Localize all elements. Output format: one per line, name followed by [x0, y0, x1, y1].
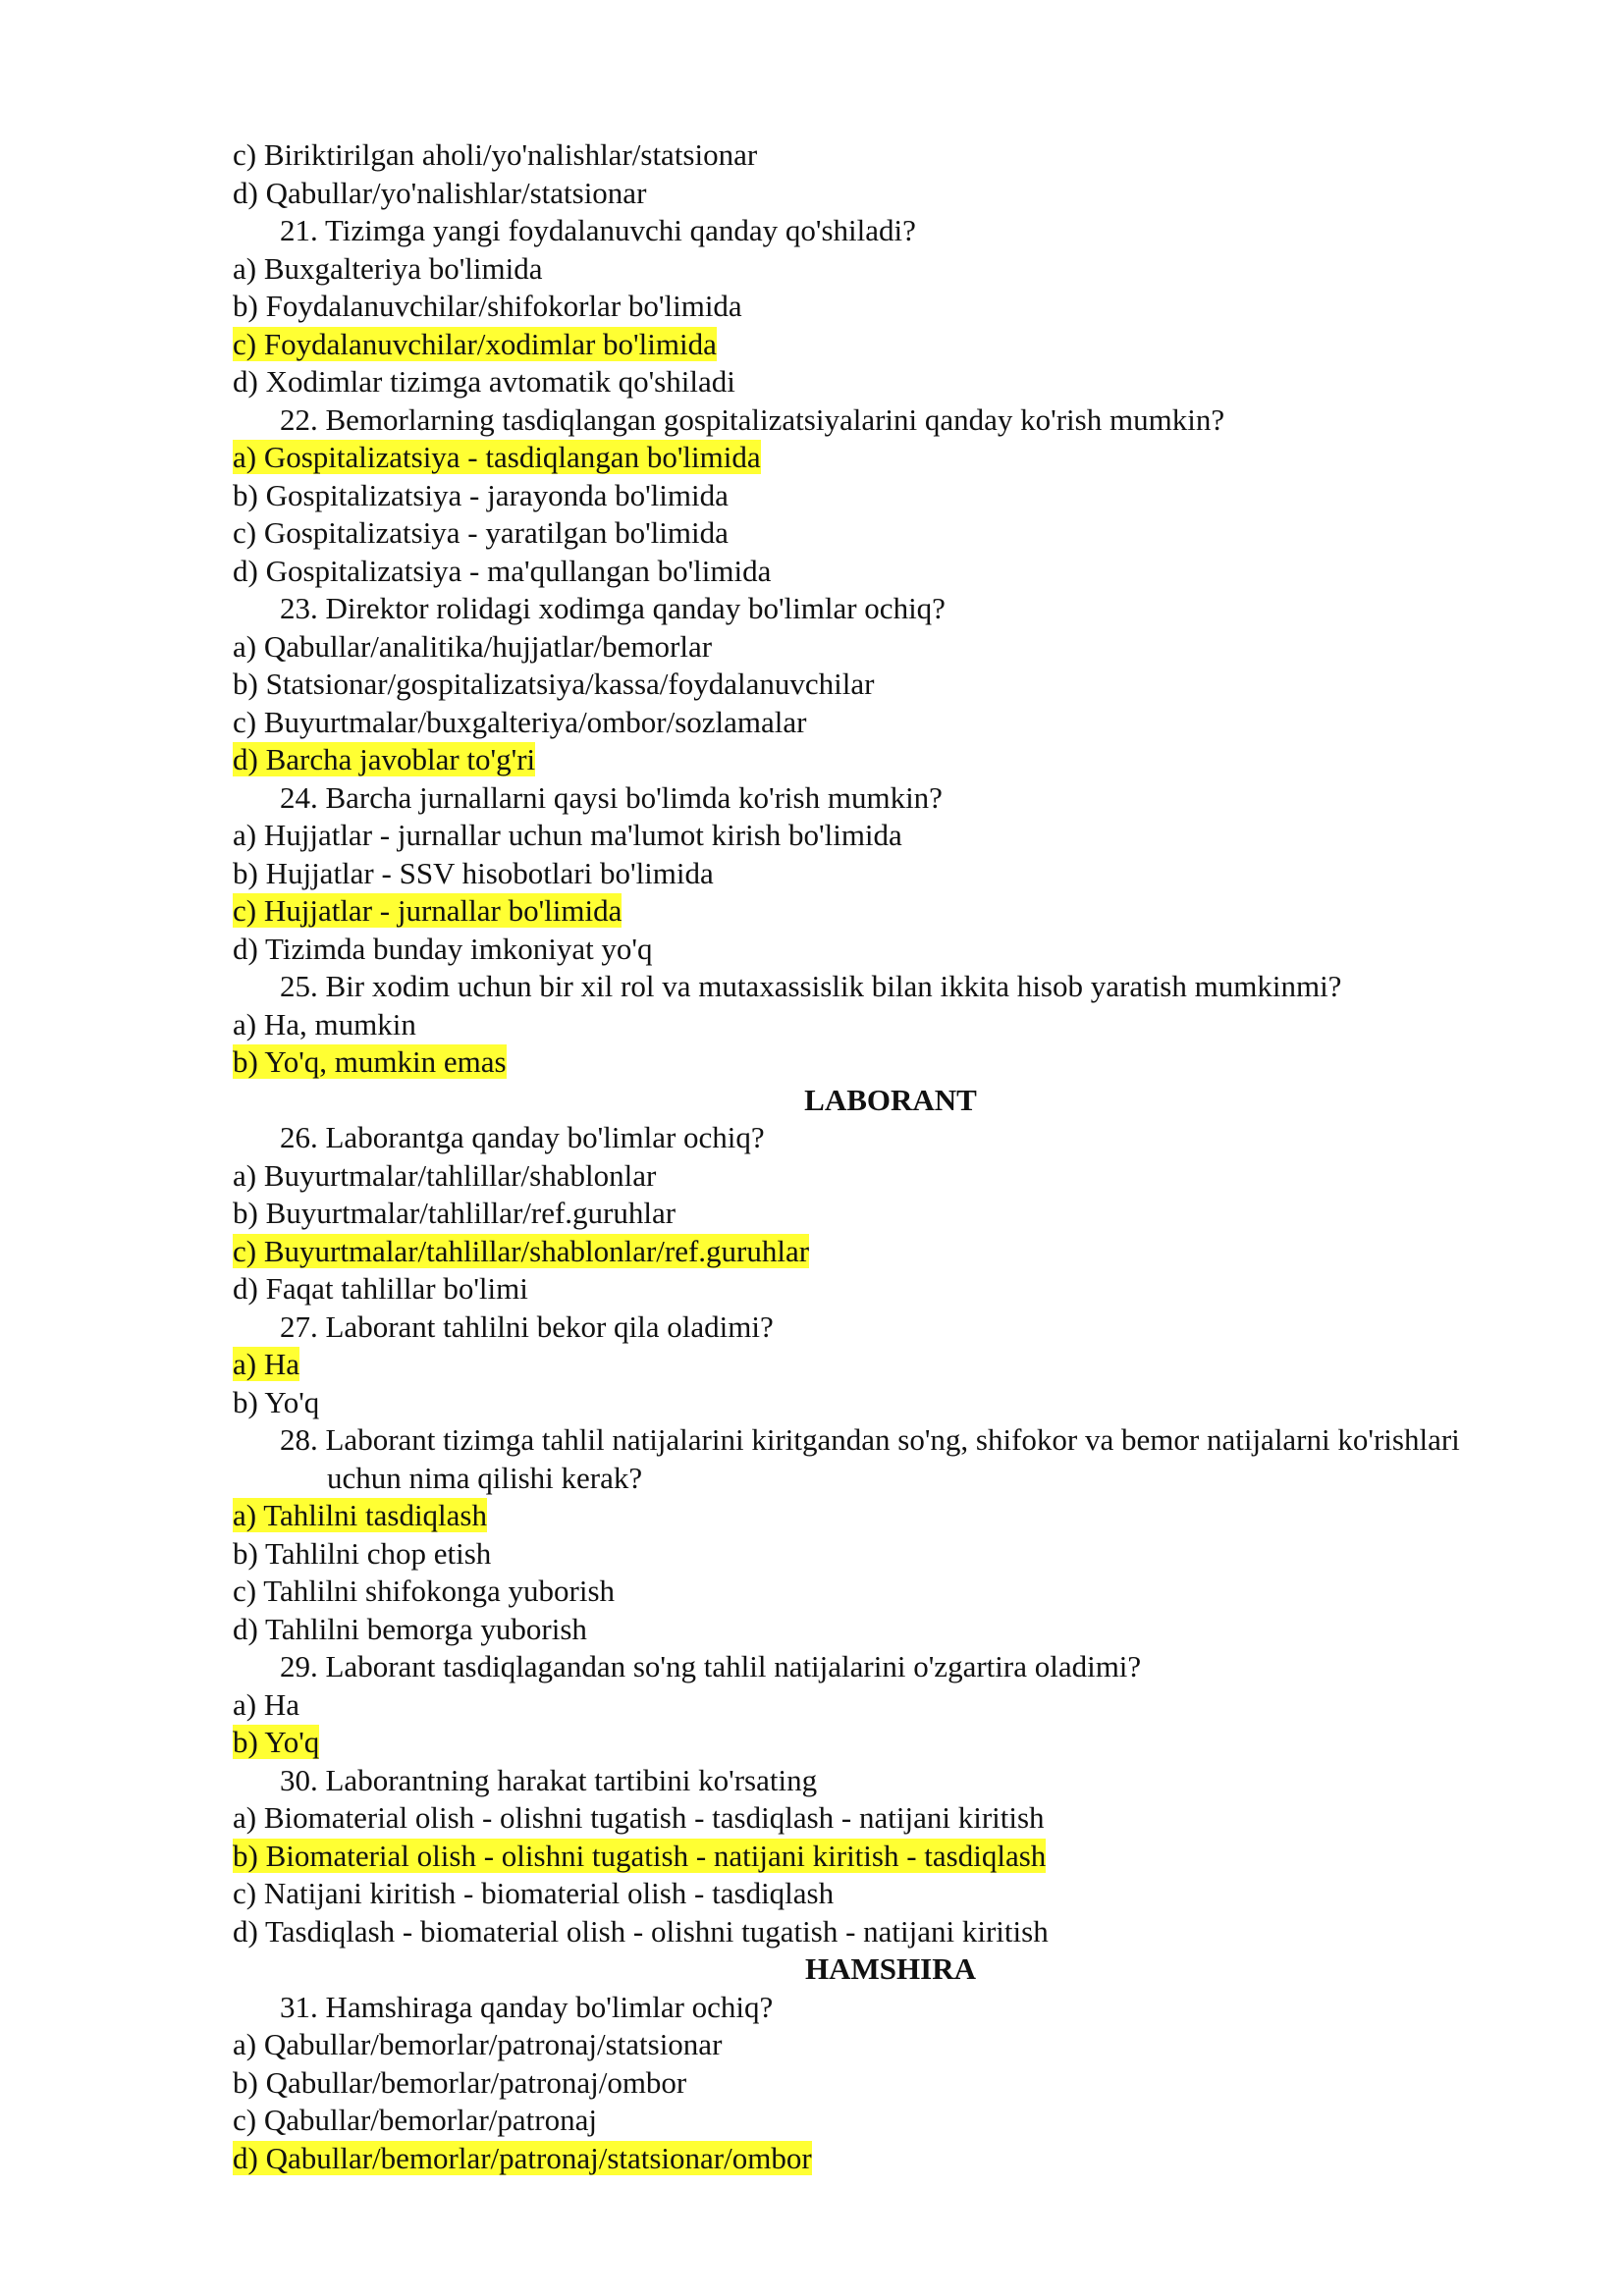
- highlighted-text: a) Gospitalizatsiya - tasdiqlangan bo'limida: [233, 440, 761, 474]
- line-text: c) Qabullar/bemorlar/patronaj: [233, 2103, 597, 2137]
- line-text: d) Gospitalizatsiya - ma'qullangan bo'limida: [233, 553, 772, 588]
- correct-answer-option: [233, 2140, 1489, 2178]
- answer-option: [233, 2102, 1489, 2140]
- answer-option: [233, 704, 1489, 742]
- answer-option: [233, 1799, 1489, 1838]
- line-text: b) Foydalanuvchilar/shifokorlar bo'limida: [233, 289, 742, 323]
- correct-answer-option: [233, 1497, 1489, 1535]
- line-text: d) Tahlilni bemorga yuborish: [233, 1611, 587, 1646]
- answer-option: [233, 288, 1489, 326]
- answer-option: [233, 1195, 1489, 1233]
- line-text: a) Biomaterial olish - olishni tugatish - tasdiqlash - natijani kiritish: [233, 1800, 1045, 1835]
- correct-answer-option: [233, 326, 1489, 364]
- question-text: [233, 401, 1489, 440]
- line-text: b) Buyurtmalar/tahlillar/ref.guruhlar: [233, 1196, 677, 1230]
- section-heading: [233, 1082, 1489, 1120]
- highlighted-text: a) Ha: [233, 1347, 299, 1381]
- highlighted-text: a) Tahlilni tasdiqlash: [233, 1498, 487, 1532]
- correct-answer-option: [233, 439, 1489, 477]
- line-text: a) Qabullar/analitika/hujjatlar/bemorlar: [233, 628, 713, 664]
- answer-option: [233, 1875, 1489, 1913]
- line-text: c) Gospitalizatsiya - yaratilgan bo'limida: [233, 515, 729, 550]
- line-text: 26. Laborantga qanday bo'limlar ochiq?: [280, 1120, 765, 1154]
- line-text: 31. Hamshiraga qanday bo'limlar ochiq?: [280, 1989, 774, 2024]
- line-text: 22. Bemorlarning tasdiqlangan gospitalizatsiyalarini qanday ko'rish mumkin?: [280, 401, 1225, 437]
- answer-option: [233, 477, 1489, 515]
- correct-answer-option: [233, 1346, 1489, 1384]
- line-text: 30. Laborantning harakat tartibini ko'rsating: [280, 1762, 818, 1797]
- line-text: a) Ha, mumkin: [233, 1006, 416, 1041]
- line-text: c) Natijani kiritish - biomaterial olish - tasdiqlash: [233, 1876, 835, 1910]
- answer-option: [233, 628, 1489, 667]
- highlighted-text: d) Qabullar/bemorlar/patronaj/statsionar/ombor: [233, 2140, 812, 2175]
- question-text: [233, 1989, 1489, 2027]
- line-text: b) Tahlilni chop etish: [233, 1535, 492, 1571]
- answer-option: [233, 1384, 1489, 1422]
- question-text: [233, 212, 1489, 250]
- question-text: [233, 1308, 1489, 1347]
- section-heading: [233, 1950, 1489, 1989]
- answer-option: [233, 855, 1489, 893]
- question-text: [233, 1421, 1489, 1497]
- line-text: a) Qabullar/bemorlar/patronaj/statsionar: [233, 2027, 723, 2061]
- answer-option: [233, 553, 1489, 591]
- line-text: d) Tasdiqlash - biomaterial olish - olishni tugatish - natijani kiritish: [233, 1913, 1049, 1949]
- line-text: 27. Laborant tahlilni bekor qila oladimi?: [280, 1308, 774, 1344]
- document-page: [233, 136, 1489, 2177]
- highlighted-text: c) Foydalanuvchilar/xodimlar bo'limida: [233, 326, 717, 361]
- correct-answer-option: [233, 1233, 1489, 1271]
- line-text: b) Yo'q: [233, 1384, 320, 1419]
- line-text: b) Qabullar/bemorlar/patronaj/ombor: [233, 2064, 687, 2100]
- answer-option: [233, 175, 1489, 213]
- correct-answer-option: [233, 1838, 1489, 1876]
- answer-option: [233, 817, 1489, 855]
- answer-option: [233, 1157, 1489, 1196]
- highlighted-text: c) Hujjatlar - jurnallar bo'limida: [233, 893, 623, 928]
- line-text: b) Hujjatlar - SSV hisobotlari bo'limida: [233, 855, 714, 890]
- answer-option: [233, 2064, 1489, 2103]
- correct-answer-option: [233, 741, 1489, 779]
- line-text: a) Ha: [233, 1686, 299, 1722]
- line-text: d) Tizimda bunday imkoniyat yo'q: [233, 931, 653, 966]
- answer-option: [233, 363, 1489, 401]
- line-text: HAMSHIRA: [805, 1951, 976, 1986]
- question-text: [233, 1762, 1489, 1800]
- answer-option: [233, 1913, 1489, 1951]
- answer-option: [233, 1686, 1489, 1725]
- question-text: [233, 1119, 1489, 1157]
- line-text: 21. Tizimga yangi foydalanuvchi qanday qo'shiladi?: [280, 213, 916, 247]
- line-text: c) Buyurtmalar/buxgalteriya/ombor/sozlamalar: [233, 704, 807, 739]
- correct-answer-option: [233, 1043, 1489, 1082]
- line-text: 25. Bir xodim uchun bir xil rol va mutaxassislik bilan ikkita hisob yaratish mumkinmi?: [280, 969, 1342, 1003]
- correct-answer-option: [233, 892, 1489, 931]
- line-text: d) Qabullar/yo'nalishlar/statsionar: [233, 175, 647, 210]
- answer-option: [233, 514, 1489, 553]
- correct-answer-option: [233, 1724, 1489, 1762]
- answer-option: [233, 1611, 1489, 1649]
- question-text: [233, 779, 1489, 818]
- answer-option: [233, 250, 1489, 289]
- highlighted-text: d) Barcha javoblar to'g'ri: [233, 742, 536, 776]
- question-text: [233, 1648, 1489, 1686]
- line-text: c) Tahlilni shifokonga yuborish: [233, 1574, 616, 1608]
- answer-option: [233, 1535, 1489, 1574]
- line-text: 29. Laborant tasdiqlagandan so'ng tahlil natijalarini o'zgartira oladimi?: [280, 1649, 1142, 1683]
- line-text: a) Buxgalteriya bo'limida: [233, 250, 543, 286]
- highlighted-text: b) Biomaterial olish - olishni tugatish - natijani kiritish - tasdiqlash: [233, 1838, 1047, 1873]
- question-text: [233, 968, 1489, 1006]
- answer-option: [233, 931, 1489, 969]
- highlighted-text: c) Buyurtmalar/tahlillar/shablonlar/ref.guruhlar: [233, 1233, 810, 1268]
- answer-option: [233, 2026, 1489, 2064]
- answer-option: [233, 1006, 1489, 1044]
- question-text: [233, 590, 1489, 628]
- answer-option: [233, 1270, 1489, 1308]
- line-text: d) Faqat tahlillar bo'limi: [233, 1271, 528, 1306]
- line-text: a) Hujjatlar - jurnallar uchun ma'lumot kirish bo'limida: [233, 818, 902, 852]
- answer-option: [233, 136, 1489, 175]
- answer-option: [233, 1573, 1489, 1611]
- line-text: d) Xodimlar tizimga avtomatik qo'shiladi: [233, 364, 735, 399]
- highlighted-text: b) Yo'q: [233, 1725, 320, 1759]
- line-text: a) Buyurtmalar/tahlillar/shablonlar: [233, 1157, 657, 1193]
- line-text: b) Statsionar/gospitalizatsiya/kassa/foydalanuvchilar: [233, 667, 875, 701]
- line-text: LABORANT: [804, 1082, 977, 1117]
- line-text: 28. Laborant tizimga tahlil natijalarini kiritgandan so'ng, shifokor va bemor natijalarni ko'rishlari uchun nima qilishi kerak?: [280, 1422, 1460, 1495]
- line-text: 24. Barcha jurnallarni qaysi bo'limda ko'rish mumkin?: [280, 779, 943, 815]
- line-text: b) Gospitalizatsiya - jarayonda bo'limida: [233, 477, 729, 512]
- line-text: 23. Direktor rolidagi xodimga qanday bo'limlar ochiq?: [280, 591, 946, 625]
- highlighted-text: b) Yo'q, mumkin emas: [233, 1044, 507, 1079]
- line-text: c) Biriktirilgan aholi/yo'nalishlar/statsionar: [233, 137, 758, 172]
- answer-option: [233, 666, 1489, 704]
